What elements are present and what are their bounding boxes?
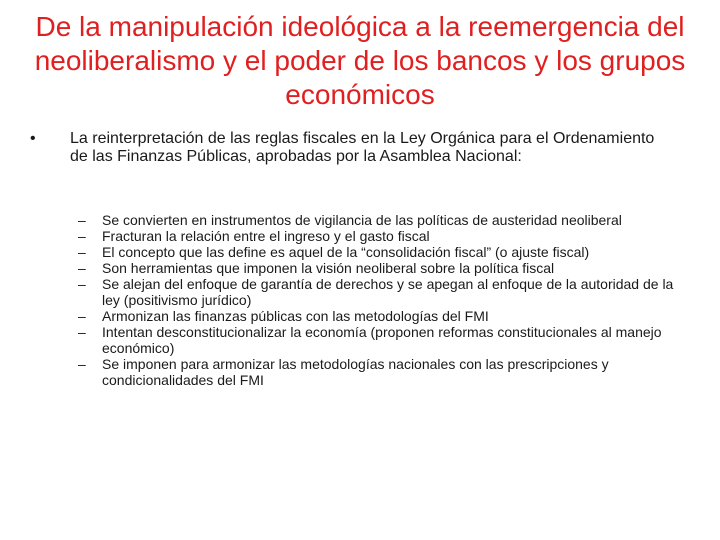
list-item (78, 308, 688, 324)
list-item-text: Armonizan las finanzas públicas con las metodologías del FMI (102, 308, 489, 324)
slide-title: De la manipulación ideológica a la reemergencia del neoliberalismo y el poder de los bancos y los grupos económicos (34, 11, 686, 110)
list-item (78, 324, 688, 356)
list-item (78, 356, 688, 388)
dash-marker: – (78, 228, 86, 244)
dash-marker: – (78, 212, 86, 228)
dash-marker: – (78, 260, 86, 276)
main-bullet-text: La reinterpretación de las reglas fiscales en la Ley Orgánica para el Ordenamiento de las Finanzas Públicas, aprobadas por la Asamblea Nacional: (70, 130, 655, 165)
list-item-text: Se convierten en instrumentos de vigilancia de las políticas de austeridad neoliberal (102, 212, 622, 228)
list-item (78, 276, 688, 308)
bullet-marker: • (30, 130, 36, 147)
list-item (78, 244, 688, 260)
sub-bullet-list (78, 212, 688, 388)
dash-marker: – (78, 308, 86, 324)
dash-marker: – (78, 324, 86, 340)
list-item (78, 212, 688, 228)
list-item-text: Fracturan la relación entre el ingreso y el gasto fiscal (102, 228, 430, 244)
dash-marker: – (78, 276, 86, 292)
main-bullet (30, 130, 670, 166)
dash-marker: – (78, 356, 86, 372)
list-item-text: Se alejan del enfoque de garantía de derechos y se apegan al enfoque de la autoridad de la ley (positivismo jurídico) (102, 276, 674, 308)
list-item-text: El concepto que las define es aquel de la “consolidación fiscal” (o ajuste fiscal) (102, 244, 590, 260)
dash-marker: – (78, 244, 86, 260)
list-item (78, 260, 688, 276)
list-item-text: Se imponen para armonizar las metodologías nacionales con las prescripciones y condicionalidades del FMI (102, 356, 609, 388)
list-item-text: Intentan desconstitucionalizar la economía (proponen reformas constitucionales al manejo económico) (102, 324, 662, 356)
list-item (78, 228, 688, 244)
list-item-text: Son herramientas que imponen la visión neoliberal sobre la política fiscal (102, 260, 555, 276)
